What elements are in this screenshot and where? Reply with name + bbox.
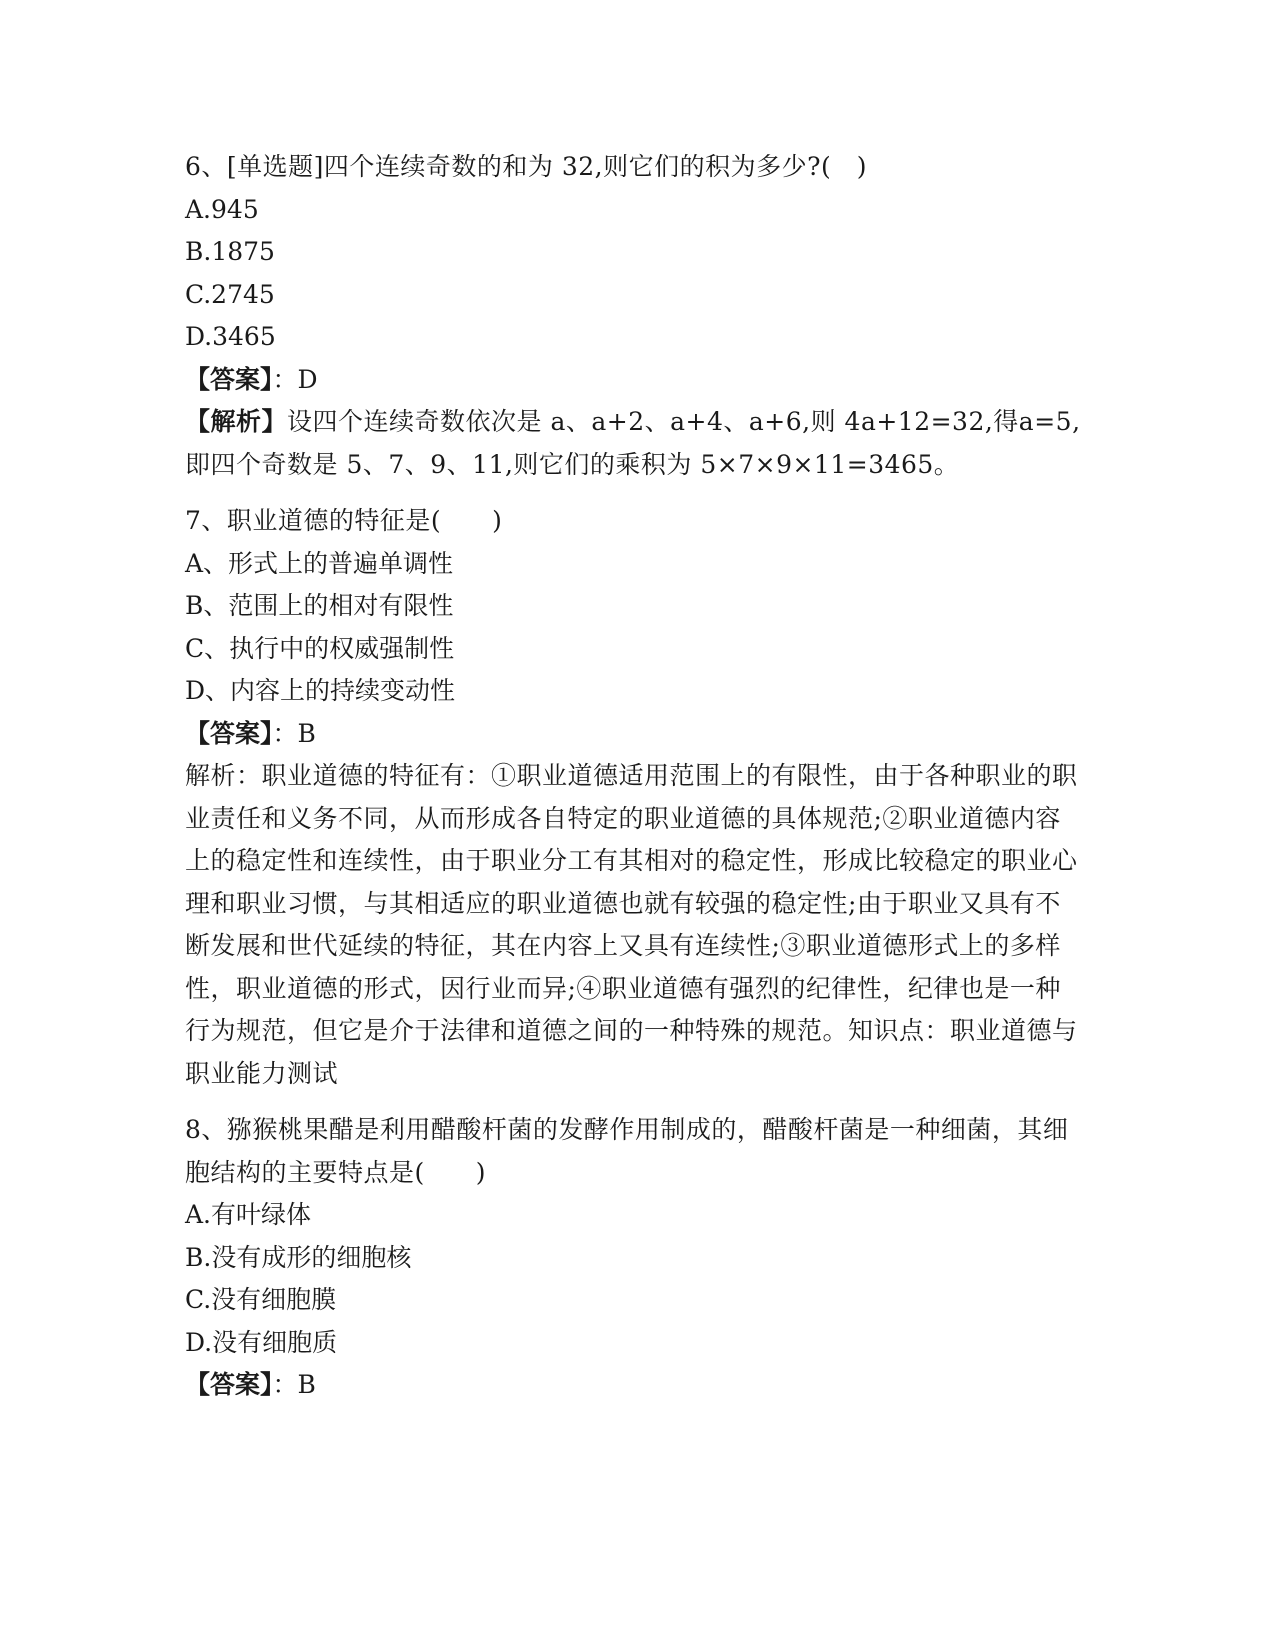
answer-value: B [297, 718, 316, 748]
option-d: D、内容上的持续变动性 [185, 676, 456, 705]
answer-label: 【答案】 [185, 1370, 273, 1399]
question-stem: 7、职业道德的特征是( ) [185, 506, 503, 535]
option-a: A.945 [185, 194, 259, 224]
analysis-text: 设四个连续奇数依次是 a、a+2、a+4、a+6,则 4a+12=32,得a=5,即四个奇数是 5、7、9、11,则它们的乘积为 5×7×9×11=3465。 [185, 407, 1081, 479]
answer-label: 【答案】 [185, 364, 273, 394]
option-c: C、执行中的权威强制性 [185, 633, 455, 663]
exam-page [185, 146, 1085, 1407]
question-8 [185, 1109, 1085, 1407]
option-d: D.3465 [185, 322, 276, 351]
question-7 [185, 500, 1085, 1095]
answer-value: D [297, 364, 318, 394]
option-a: A、形式上的普遍单调性 [185, 548, 454, 578]
answer-line [185, 1364, 1085, 1407]
option-b: B.1875 [185, 237, 275, 266]
option-d: D.没有细胞质 [185, 1327, 338, 1357]
answer-separator: ： [272, 1370, 298, 1399]
option-b: B.没有成形的细胞核 [185, 1242, 412, 1272]
analysis-label: 【解析】 [185, 407, 288, 436]
answer-line [185, 713, 1085, 756]
question-6 [185, 146, 1085, 486]
question-stem: 8、猕猴桃果醋是利用醋酸杆菌的发酵作用制成的，醋酸杆菌是一种细菌，其细胞结构的主要特点是( ) [185, 1115, 1069, 1187]
answer-value: B [297, 1370, 316, 1399]
option-a: A.有叶绿体 [185, 1200, 312, 1229]
option-c: C.2745 [185, 279, 275, 309]
option-b: B、范围上的相对有限性 [185, 591, 454, 620]
analysis-paragraph [185, 401, 1085, 486]
answer-label: 【答案】 [185, 718, 273, 748]
answer-line [185, 359, 1085, 402]
answer-separator: ： [272, 718, 298, 748]
answer-separator: ： [272, 364, 298, 394]
analysis-paragraph: 解析：职业道德的特征有：①职业道德适用范围上的有限性，由于各种职业的职业责任和义务不同，从而形成各自特定的职业道德的具体规范;②职业道德内容上的稳定性和连续性，由于职业分工有其相对的稳定性，形成比较稳定的职业心理和职业习惯，与其相适应的职业道德也就有较强的稳定性;由于职业又具有不断发展和世代延续的特征，其在内容上又具有连续性;③职业道德形式上的多样性，职业道德的形式，因行业而异;④职业道德有强烈的纪律性，纪律也是一种行为规范，但它是介于法律和道德之间的一种特殊的规范。知识点：职业道德与职业能力测试 [185, 761, 1078, 1088]
option-c: C.没有细胞膜 [185, 1285, 337, 1314]
question-stem: 6、[单选题]四个连续奇数的和为 32,则它们的积为多少?( ) [185, 152, 868, 181]
